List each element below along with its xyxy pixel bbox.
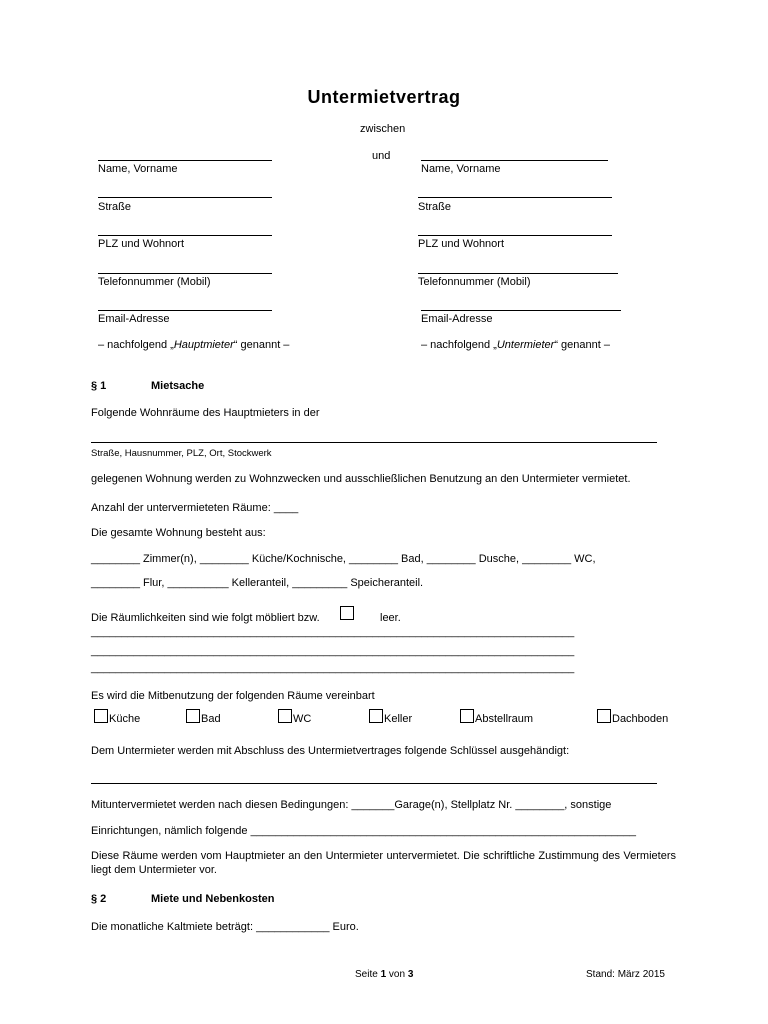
page-number [355, 969, 413, 980]
page-current: 1 [380, 969, 387, 980]
city-input-line[interactable] [418, 235, 612, 236]
name-field-label: Name, Vorname [98, 163, 178, 175]
kitchen-label: Küche [109, 713, 141, 725]
keys-label: Dem Untermieter werden mit Abschluss des Untermietvertrages folgende Schlüssel ausgehändigt: [91, 745, 570, 757]
cellar-label: Keller [384, 713, 413, 725]
name-input-line[interactable] [98, 160, 272, 161]
page-total: 3 [407, 969, 414, 980]
section-heading: Miete und Nebenkosten [151, 893, 275, 905]
attic-checkbox[interactable] [597, 709, 611, 723]
document-title: Untermietvertrag [307, 87, 461, 107]
email-field-label: Email-Adresse [98, 313, 170, 325]
street-input-line[interactable] [418, 197, 612, 198]
storage-label: Abstellraum [475, 713, 534, 725]
section-heading: Mietsache [151, 380, 205, 392]
phone-field-label: Telefonnummer (Mobil) [418, 276, 531, 288]
section-number: § 2 [91, 893, 107, 905]
room-count-field[interactable]: Anzahl der untervermieteten Räume: ____ [91, 502, 299, 514]
rental-purpose: gelegenen Wohnung werden zu Wohnzwecken und ausschließlichen Benutzung an den Untermieter vermietet. [91, 473, 631, 485]
phone-field-label: Telefonnummer (Mobil) [98, 276, 211, 288]
rent-line[interactable]: Die monatliche Kaltmiete beträgt: ____________ Euro. [91, 921, 359, 933]
cellar-checkbox[interactable] [369, 709, 383, 723]
bath-checkbox[interactable] [186, 709, 200, 723]
city-field-label: PLZ und Wohnort [418, 238, 505, 250]
shared-use-label: Es wird die Mitbenutzung der folgenden Räume vereinbart [91, 690, 375, 702]
phone-input-line[interactable] [418, 273, 618, 274]
page-mid: von [388, 969, 406, 980]
phone-input-line[interactable] [98, 273, 272, 274]
role-suffix: “ genannt – [554, 339, 610, 351]
address-caption: Straße, Hausnummer, PLZ, Ort, Stockwerk [91, 448, 272, 459]
furnishing-line[interactable]: _______________________________________________________________________________ [91, 626, 575, 638]
address-input-line[interactable] [91, 442, 657, 443]
role-suffix: “ genannt – [233, 339, 290, 351]
role-prefix: – nachfolgend „ [98, 339, 174, 351]
bath-label: Bad [201, 713, 221, 725]
attic-label: Dachboden [612, 713, 669, 725]
city-input-line[interactable] [98, 235, 272, 236]
furnishing-line[interactable]: _______________________________________________________________________________ [91, 645, 575, 657]
rooms-line-1[interactable]: ________ Zimmer(n), ________ Küche/Kochnische, ________ Bad, ________ Dusche, ________ WC, [91, 553, 596, 565]
role-name: Hauptmieter [173, 339, 234, 351]
street-input-line[interactable] [98, 197, 272, 198]
street-field-label: Straße [418, 201, 452, 213]
version-status: Stand: März 2015 [586, 969, 665, 980]
section-number: § 1 [91, 380, 107, 392]
landlord-role-line [98, 339, 289, 351]
between-label: zwischen [360, 123, 406, 135]
name-input-line[interactable] [421, 160, 608, 161]
email-input-line[interactable] [98, 310, 272, 311]
storage-checkbox[interactable] [460, 709, 474, 723]
furnishing-line[interactable]: _______________________________________________________________________________ [91, 662, 575, 674]
empty-checkbox[interactable] [340, 606, 354, 620]
kitchen-checkbox[interactable] [94, 709, 108, 723]
role-name: Untermieter [496, 339, 555, 351]
empty-label: leer. [380, 612, 401, 624]
street-field-label: Straße [98, 201, 132, 213]
email-input-line[interactable] [421, 310, 621, 311]
name-field-label: Name, Vorname [421, 163, 501, 175]
city-field-label: PLZ und Wohnort [98, 238, 185, 250]
wc-label: WC [293, 713, 312, 725]
furnished-label: Die Räumlichkeiten sind wie folgt möbliert bzw. [91, 612, 320, 624]
role-prefix: – nachfolgend „ [421, 339, 497, 351]
and-label: und [372, 150, 391, 162]
subtenant-role-line [421, 339, 610, 351]
whole-flat-label: Die gesamte Wohnung besteht aus: [91, 527, 266, 539]
consent-paragraph: Diese Räume werden vom Hauptmieter an den Untermieter untervermietet. Die schriftliche Zustimmung des Vermieters liegt dem Untermieter vor. [91, 850, 676, 876]
also-rented-line[interactable]: Mituntervermietet werden nach diesen Bedingungen: _______Garage(n), Stellplatz Nr. ________, sonstige [91, 799, 612, 811]
keys-input-line[interactable] [91, 783, 657, 784]
rooms-line-2[interactable]: ________ Flur, __________ Kelleranteil, _________ Speicheranteil. [91, 577, 424, 589]
rental-intro: Folgende Wohnräume des Hauptmieters in der [91, 407, 320, 419]
email-field-label: Email-Adresse [421, 313, 493, 325]
page-prefix: Seite [355, 969, 378, 980]
wc-checkbox[interactable] [278, 709, 292, 723]
facilities-line[interactable]: Einrichtungen, nämlich folgende _______________________________________________________________ [91, 825, 637, 837]
